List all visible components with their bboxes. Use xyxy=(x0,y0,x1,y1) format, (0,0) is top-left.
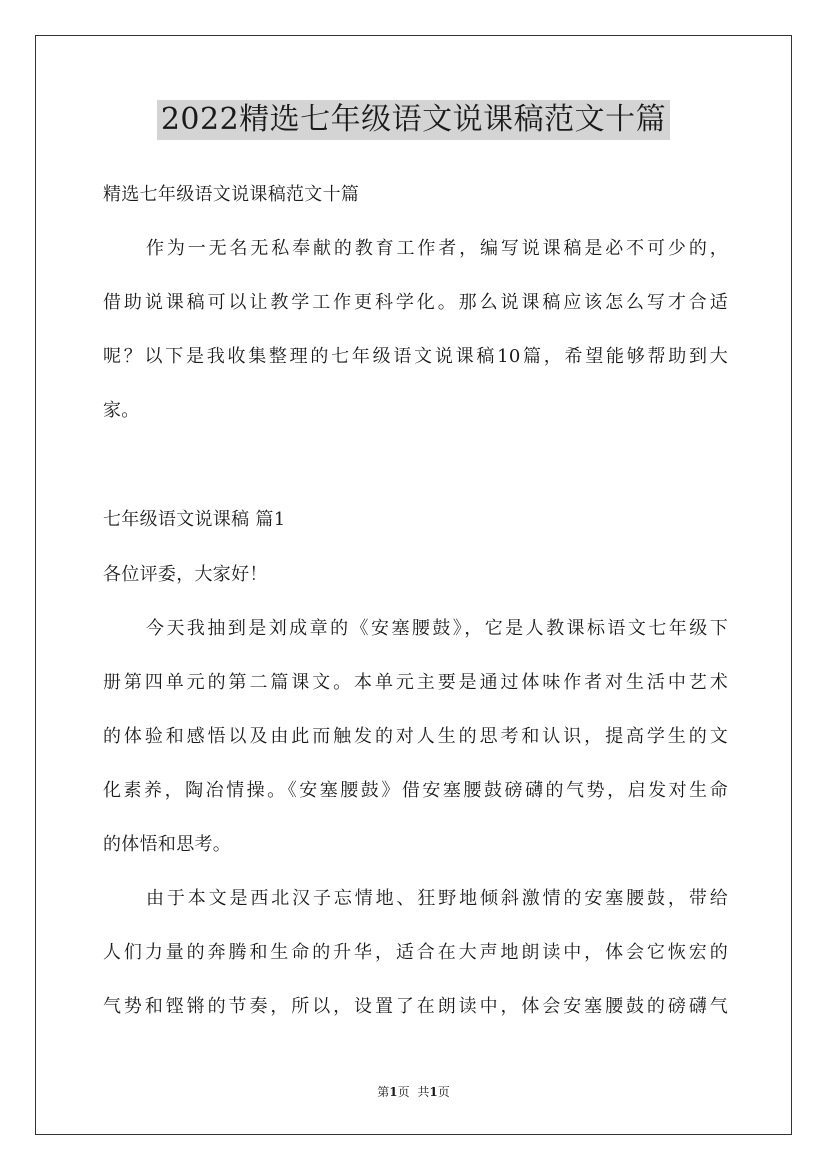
document-title: 2022精选七年级语文说课稿范文十篇 xyxy=(157,100,670,140)
footer-page-prefix: 第 xyxy=(377,1085,390,1099)
paragraph-line: 的体悟和思考。 xyxy=(103,834,232,855)
paragraph-line: 化素养，陶冶情操。《安塞腰鼓》借安塞腰鼓磅礴的气势，启发对生命 xyxy=(103,780,728,801)
intro-line: 借助说课稿可以让教学工作更科学化。那么说课稿应该怎么写才合适 xyxy=(103,292,728,313)
paragraph-line: 册第四单元的第二篇课文。本单元主要是通过体味作者对生活中艺术 xyxy=(103,672,728,693)
document-subtitle: 精选七年级语文说课稿范文十篇 xyxy=(103,184,360,205)
footer-total-prefix: 共 xyxy=(417,1085,430,1099)
footer-page-number: 1 xyxy=(389,1085,398,1099)
paragraph-line: 气势和铿锵的节奏，所以，设置了在朗读中，体会安塞腰鼓的磅礴气 xyxy=(103,996,728,1017)
paragraph-line: 人们力量的奔腾和生命的升华，适合在大声地朗读中，体会它恢宏的 xyxy=(103,942,728,963)
title-container xyxy=(0,100,827,140)
footer-total-number: 1 xyxy=(429,1085,438,1099)
paragraph-line: 今天我抽到是刘成章的《安塞腰鼓》，它是人教课标语文七年级下 xyxy=(146,618,728,639)
footer-total-suffix: 页 xyxy=(437,1085,450,1099)
footer-page-suffix: 页 xyxy=(397,1085,410,1099)
intro-line: 呢？以下是我收集整理的七年级语文说课稿10篇，希望能够帮助到大 xyxy=(103,346,728,367)
greeting: 各位评委，大家好！ xyxy=(103,564,268,585)
page-footer xyxy=(0,1084,827,1100)
intro-line: 作为一无名无私奉献的教育工作者，编写说课稿是必不可少的， xyxy=(146,238,728,259)
intro-line: 家。 xyxy=(103,400,140,421)
paragraph-line: 由于本文是西北汉子忘情地、狂野地倾斜激情的安塞腰鼓，带给 xyxy=(146,888,728,909)
paragraph-line: 的体验和感悟以及由此而触发的对人生的思考和认识，提高学生的文 xyxy=(103,726,728,747)
section-heading: 七年级语文说课稿 篇1 xyxy=(103,509,286,530)
